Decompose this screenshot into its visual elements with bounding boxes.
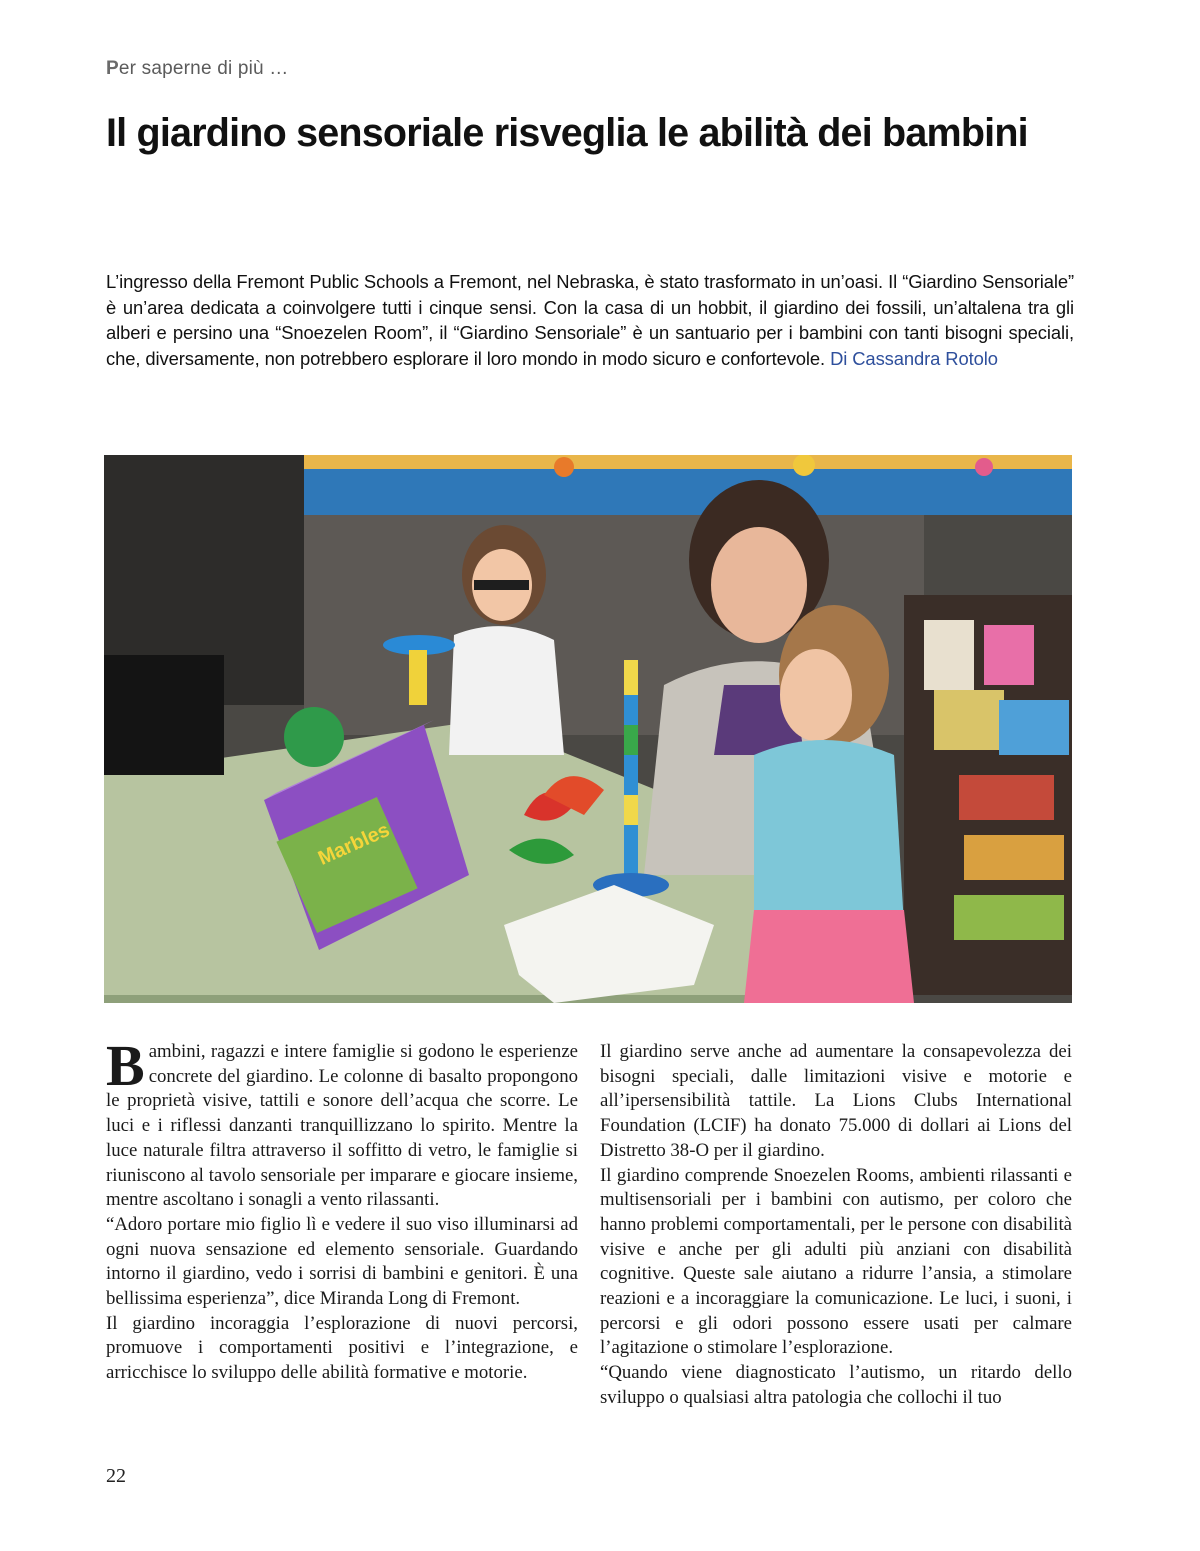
page-number: 22 xyxy=(106,1465,126,1487)
article-photo xyxy=(104,455,1072,1003)
body-paragraph-text: ambini, ragazzi e intere famiglie si godono le esperienze concrete del giardino. Le colonne di basalto propongono le proprietà visive, tattili e sonore dell’acqua che scorre. Le luci e i riflessi danzanti tranquillizzano lo spirito. Mentre la luce naturale filtra attraverso il soffitto di vetro, le famiglie si riuniscono al tavolo sensoriale per imparare e giocare insieme, mentre ascoltano i sonagli a vento rilassanti. xyxy=(106,1041,578,1211)
body-paragraph: Il giardino comprende Snoezelen Rooms, ambienti rilassanti e multisensoriali per i bambini con autismo, per coloro che hanno problemi comportamentali, per le persone con disabilità visive e anche per gli adulti più anziani con disabilità cognitive. Queste sale aiutano a ridurre l’ansia, a stimolare reazioni e a incoraggiare la comunicazione. Le luci, i suoni, i percorsi e gli odori possono essere usati per calmare l’agitazione o stimolare l’esplorazione. xyxy=(600,1164,1072,1359)
photo-illustration xyxy=(104,455,1072,1003)
drop-cap: B xyxy=(106,1033,145,1098)
body-paragraph xyxy=(106,1033,578,1213)
article-title: Il giardino sensoriale risveglia le abilità dei bambini xyxy=(106,111,1028,155)
lead-text: L’ingresso della Fremont Public Schools a Fremont, nel Nebraska, è stato trasformato in un’oasi. Il “Giardino Sensoriale” è un’area dedicata a coinvolgere tutti i cinque sensi. Con la casa di un hobbit, il giardino dei fossili, un’altalena tra gli alberi e persino una “Snoezelen Room”, il “Giardino Sensoriale” è un santuario per i bambini con tanti bisogni speciali, che, diversamente, non potrebbero esplorare il loro mondo in modo sicuro e confortevole. xyxy=(106,271,1074,369)
body-paragraph: “Quando viene diagnosticato l’autismo, un ritardo dello sviluppo o qualsiasi altra patologia che collochi il tuo xyxy=(600,1362,1072,1408)
section-label-initial: P xyxy=(106,58,119,79)
body-column-left xyxy=(106,1033,578,1386)
byline: Di Cassandra Rotolo xyxy=(830,347,998,369)
section-label-text: er saperne di più … xyxy=(118,58,289,79)
body-paragraph: Il giardino incoraggia l’esplorazione di nuovi percorsi, promuove i comportamenti positivi e l’integrazione, e arricchisce lo sviluppo delle abilità formative e motorie. xyxy=(106,1312,578,1384)
body-paragraph: “Adoro portare mio figlio lì e vedere il suo viso illuminarsi ad ogni nuova sensazione ed elemento sensoriale. Guardando intorno il giardino, vedo i sorrisi di bambini e genitori. È una bellissima esperienza”, dice Miranda Long di Fremont. xyxy=(106,1213,578,1310)
body-paragraph: Il giardino serve anche ad aumentare la consapevolezza dei bisogni speciali, dalle limitazioni visive e motorie e all’ipersensibilità tattile. La Lions Clubs International Foundation (LCIF) ha donato 75.000 di dollari ai Lions del Distretto 38-O per il giardino. xyxy=(600,1041,1072,1161)
body-column-right xyxy=(600,1040,1072,1411)
section-label xyxy=(106,58,289,80)
box-label: Marbles xyxy=(315,818,394,870)
lead-paragraph xyxy=(106,269,1074,371)
